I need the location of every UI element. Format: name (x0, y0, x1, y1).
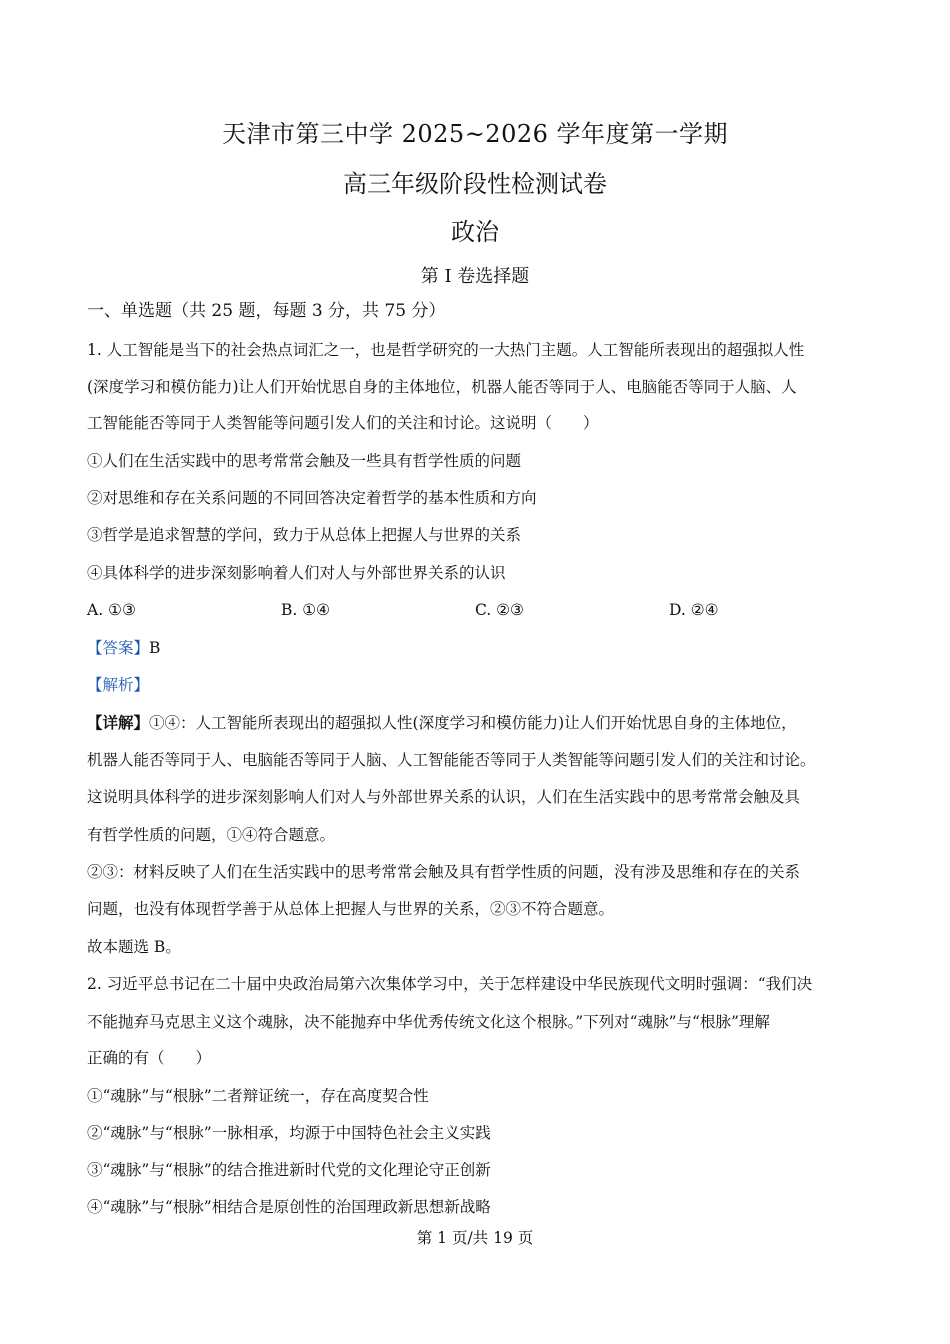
q1-analysis-row (87, 675, 877, 695)
q1-option-a: A. ①③ (87, 601, 136, 619)
q2-statement-2: ②“魂脉”与“根脉”一脉相承，均源于中国特色社会主义实践 (87, 1124, 491, 1142)
q2-statement-3: ③“魂脉”与“根脉”的结合推进新时代党的文化理论守正创新 (87, 1161, 491, 1179)
q1-statement-2: ②对思维和存在关系问题的不同回答决定着哲学的基本性质和方向 (87, 489, 537, 507)
q1-stem-line-3: 工智能能否等同于人类智能等问题引发人们的关注和讨论。这说明（ ） (87, 414, 599, 432)
q1-detail-line-5: ②③：材料反映了人们在生活实践中的思考常常会触及具有哲学性质的问题，没有涉及思维和存在的关系 (87, 863, 801, 881)
q1-detail-line-6: 问题，也没有体现哲学善于从总体上把握人与世界的关系，②③不符合题意。 (87, 900, 615, 918)
page-number: 第 1 页/共 19 页 (416, 1229, 534, 1247)
q1-detail-line-1 (87, 713, 877, 733)
q1-stem-line-1: 1. 人工智能是当下的社会热点词汇之一，也是哲学研究的一大热门主题。人工智能所表现出的超强拟人性 (87, 341, 805, 359)
analysis-tag: 【解析】 (87, 676, 150, 694)
q1-detail-line-3: 这说明具体科学的进步深刻影响人们对人与外部世界关系的认识，人们在生活实践中的思考常常会触及具 (87, 788, 801, 806)
q2-stem-line-2: 不能抛弃马克思主义这个魂脉，决不能抛弃中华优秀传统文化这个根脉。”下列对“魂脉”与“根脉”理解 (87, 1013, 770, 1031)
section-heading: 一、单选题（共 25 题，每题 3 分，共 75 分） (87, 301, 446, 321)
q1-detail-line-7: 故本题选 B。 (87, 938, 181, 956)
answer-tag: 【答案】 (87, 639, 150, 657)
q1-option-c: C. ②③ (475, 601, 524, 619)
q1-statement-4: ④具体科学的进步深刻影响着人们对人与外部世界关系的认识 (87, 564, 506, 582)
q1-statement-1: ①人们在生活实践中的思考常常会触及一些具有哲学性质的问题 (87, 452, 522, 470)
detail-text: ①④：人工智能所表现出的超强拟人性(深度学习和模仿能力)让人们开始忧思自身的主体地位， (149, 714, 797, 732)
q1-detail-line-2: 机器人能否等同于人、电脑能否等同于人脑、人工智能能否等同于人类智能等问题引发人们的关注和讨论。 (87, 751, 816, 769)
exam-title: 天津市第三中学 2025~2026 学年度第一学期 (221, 120, 729, 148)
q2-statement-4: ④“魂脉”与“根脉”相结合是原创性的治国理政新思想新战略 (87, 1198, 491, 1216)
answer-value: B (149, 639, 161, 657)
q2-statement-1: ①“魂脉”与“根脉”二者辩证统一，存在高度契合性 (87, 1087, 429, 1105)
q1-answer-row (87, 638, 877, 658)
q1-detail-line-4: 有哲学性质的问题，①④符合题意。 (87, 826, 336, 844)
q1-option-d: D. ②④ (669, 601, 719, 619)
volume-title: 第 I 卷选择题 (420, 266, 530, 287)
q2-stem-line-1: 2. 习近平总书记在二十届中央政治局第六次集体学习中，关于怎样建设中华民族现代文明时强调：“我们决 (87, 975, 813, 993)
exam-subtitle: 高三年级阶段性检测试卷 (343, 170, 607, 198)
q1-stem-line-2: (深度学习和模仿能力)让人们开始忧思自身的主体地位，机器人能否等同于人、电脑能否等同于人脑、人 (87, 378, 797, 396)
subject-title: 政治 (451, 218, 499, 246)
q2-stem-line-3: 正确的有（ ） (87, 1049, 212, 1067)
q1-option-b: B. ①④ (281, 601, 331, 619)
q1-statement-3: ③哲学是追求智慧的学问，致力于从总体上把握人与世界的关系 (87, 526, 522, 544)
detail-tag: 【详解】 (87, 713, 150, 732)
